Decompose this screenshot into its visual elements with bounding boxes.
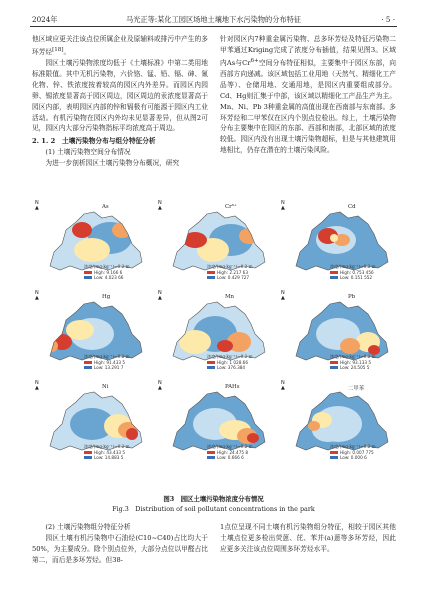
north-arrow-icon: N ▲ [281, 380, 285, 391]
legend-unit: 浓度/(mg·kg⁻¹)~0.2 m [330, 354, 376, 359]
panel-title: Pb [348, 294, 356, 300]
panel-title: Cr⁶⁺ [225, 204, 237, 210]
legend-swatch-high [84, 271, 92, 274]
legend-unit: 浓度/(mg·kg⁻¹)~0.2 m [207, 264, 253, 269]
north-arrow-icon: N ▲ [158, 290, 162, 301]
legend-swatch-high [84, 451, 92, 454]
paragraph: 针对园区内7种重金属污染物、总多环芳烃及特征污染物二甲苯通过Kriging完成了浓度分布插值，结果见图3。区域内As与$Cr^{6+}$空间分布特征相似，主要集中于园区东部，向西部方向递减。该区域包括工业用地（天然气、精细化工产品等）、仓储用地、交通用地，是园区内重要组成部分。Cd、Hg则汇集于中部，该区域以精细化工产品生产为主。Mn、Ni、Pb 3种重金属的高值出现在西南部与东南部。多环芳烃和二甲苯仅在区内个别点位检出。综上，土壤污染物分布主要集中在园区的东部、西部和南部，北部区域的浓度较低。园区内没有出现土壤污染物超标，但是与其他建筑用地相比，仍存在潜在的土壤污染风险。 [220, 35, 396, 155]
header-year: 2024年 [32, 15, 58, 24]
legend [330, 270, 374, 280]
panel-title: PAHs [225, 384, 240, 390]
legend [84, 270, 123, 280]
north-label: N [158, 290, 162, 296]
concentration-zone [66, 320, 94, 340]
legend-swatch-low [330, 366, 338, 369]
header-page-number: · 5 · [381, 15, 395, 24]
paragraph: 1点位呈现不同土壤有机污染物组分特征，相较于园区其他土壤点位更多检出荧蒽、芘、苯并(a)蒽等多环芳烃，因此应更多关注该点位周围多环芳烃水平。 [220, 523, 396, 553]
concentration-zone [179, 330, 211, 354]
legend-swatch-low [207, 366, 215, 369]
legend-swatch-high [207, 451, 215, 454]
legend-low: Low: 0.666 6 [217, 455, 244, 461]
north-arrow-icon: N ▲ [158, 380, 162, 391]
legend [330, 450, 374, 460]
figure-panel [278, 380, 396, 466]
legend-swatch-high [84, 361, 92, 364]
figure-panel [278, 290, 396, 376]
legend-swatch-low [84, 366, 92, 369]
running-header [30, 14, 397, 27]
legend-swatch-low [330, 456, 338, 459]
figure-panel [32, 290, 150, 376]
legend-high: High: 93.133 5 [340, 360, 372, 365]
legend-swatch-high [330, 271, 338, 274]
north-arrow-icon: N ▲ [281, 200, 285, 211]
concentration-zone [247, 433, 259, 443]
concentration-zone [183, 232, 207, 248]
north-label: N [35, 380, 39, 386]
right-column-top [220, 34, 396, 156]
legend-unit: 浓度/(mg·kg⁻¹)~0.2 m [84, 444, 130, 449]
concentration-zone [308, 421, 320, 431]
legend-high: High: 43.433 5 [94, 450, 126, 455]
section-heading: 2. 1. 2 土壤污染物分布与组分特征分析 [32, 137, 156, 146]
legend-high: High: 2.217 63 [217, 270, 249, 275]
north-label: N [281, 380, 285, 386]
north-label: N [158, 200, 162, 206]
panel-title: Ni [102, 384, 109, 390]
legend [207, 270, 249, 280]
legend [84, 360, 125, 370]
figure-panel [278, 200, 396, 286]
legend-high: High: 0.007 775 [340, 450, 374, 455]
paragraph: 园区土壤污染物浓度均低于《土壤标准》中第二类用地标准限值。其中无机污染物，六价铬、锰、铅、镉、砷、氰化物、锌、铁浓度按着较高的园区内外差异。而园区内园卵、锡浓度显著高于园区周边，园区周边的汞浓度显著高于园区内部，表明园区内部的锌和镉极有可能源于园区内工业活动。有机污染物在园区内外均未见显著差异，但从图2可见，园区内大部分污染物指标平均浓度高于周边。 [32, 59, 208, 133]
figure-panel [155, 290, 273, 376]
legend-low: Low: 0.000 6 [340, 455, 367, 461]
legend-swatch-low [84, 456, 92, 459]
figure-caption-cn: 图3 园区土壤污染物浓度分布情况 [163, 495, 264, 503]
legend-unit: 浓度/(mg·kg⁻¹)~0.2 m [207, 444, 253, 449]
paragraph: 他区域应更关注该点位所属企业及原辅料或排污中产生的多环芳烃[18]。 [32, 35, 208, 57]
concentration-zone [126, 428, 138, 440]
concentration-zone [74, 238, 110, 262]
concentration-zone [330, 234, 338, 242]
legend-low: Low: 14.883 5 [94, 455, 124, 461]
legend-high: High: 0.753 456 [340, 270, 374, 275]
concentration-zone [72, 222, 92, 238]
legend-swatch-high [330, 451, 338, 454]
legend-low: Low: 0.429 727 [217, 275, 250, 281]
legend-low: Low: 376.384 [217, 365, 246, 371]
legend [207, 360, 248, 370]
concentration-zone [217, 340, 233, 352]
legend-swatch-high [207, 361, 215, 364]
north-label: N [35, 290, 39, 296]
legend-swatch-high [207, 271, 215, 274]
legend-swatch-low [207, 276, 215, 279]
figure-3 [32, 200, 396, 470]
figure-panel [32, 380, 150, 466]
panel-title: Cd [348, 204, 356, 210]
north-arrow-icon: N ▲ [281, 290, 285, 301]
legend-high: High: 91.433 5 [94, 360, 126, 365]
paragraph: 为进一步剖析园区土壤污染物分布概况，研究 [45, 159, 180, 168]
north-arrow-icon: N ▲ [158, 200, 162, 211]
figure-panel [155, 200, 273, 286]
subsection-heading: (2) 土壤污染物组分特征分析 [45, 523, 131, 531]
legend-unit: 浓度/(mg·kg⁻¹)~0.2 m [84, 264, 130, 269]
paragraph: 园区土壤有机污染物中石油烃(C10~C40)占比均大于50%，为主要成分。除个别点位外，大部分点位以甲醛占比第二，而后是多环芳烃。但38- [32, 533, 208, 564]
legend-high: High: 9.166 6 [94, 270, 123, 275]
north-arrow-icon: N ▲ [35, 290, 39, 301]
figure-panel [32, 200, 150, 286]
legend [207, 450, 248, 460]
legend-unit: 浓度/(mg·kg⁻¹)~0.2 m [207, 354, 253, 359]
concentration-zone [46, 340, 58, 352]
north-arrow-icon: N ▲ [35, 200, 39, 211]
north-label: N [158, 380, 162, 386]
legend-low: Low: 24.505 5 [340, 365, 370, 371]
left-column-top [32, 34, 208, 169]
legend-unit: 浓度/(mg·kg⁻¹)~0.2 m [84, 354, 130, 359]
legend-unit: 浓度/(mg·kg⁻¹)~0.2 m [330, 264, 376, 269]
right-column-bottom [220, 522, 396, 555]
legend-high: High: 1 028.66 [217, 360, 249, 365]
left-column-bottom [32, 522, 208, 566]
legend [84, 450, 125, 460]
figure-caption-en: Fig.3 Distribution of soil pollutant concentrations in the park [112, 505, 315, 513]
legend-high: High: 24.475 8 [217, 450, 249, 455]
legend-low: Low: 13.291 7 [94, 365, 124, 371]
north-label: N [281, 290, 285, 296]
legend-unit: 浓度/(mg·kg⁻¹)~0.2 m [330, 444, 376, 449]
panel-title: 二甲苯 [348, 386, 365, 392]
subsection-heading: (1) 土壤污染物空间分布情况 [45, 148, 131, 157]
panel-title: Mn [225, 294, 234, 300]
legend-swatch-low [330, 276, 338, 279]
panel-title: As [102, 204, 109, 210]
legend-swatch-high [330, 361, 338, 364]
concentration-zone [340, 338, 360, 354]
legend-swatch-low [84, 276, 92, 279]
legend-swatch-low [207, 456, 215, 459]
header-title: 马光正等:某化工园区场地土壤地下水污染物的分布特征 [126, 15, 301, 24]
figure-panel [155, 380, 273, 466]
north-label: N [35, 200, 39, 206]
north-arrow-icon: N ▲ [35, 380, 39, 391]
legend [330, 360, 371, 370]
panel-title: Hg [102, 294, 111, 300]
legend-low: Low: 0.151 552 [340, 275, 373, 281]
north-label: N [281, 200, 285, 206]
legend-low: Low: 4.023 66 [94, 275, 124, 281]
